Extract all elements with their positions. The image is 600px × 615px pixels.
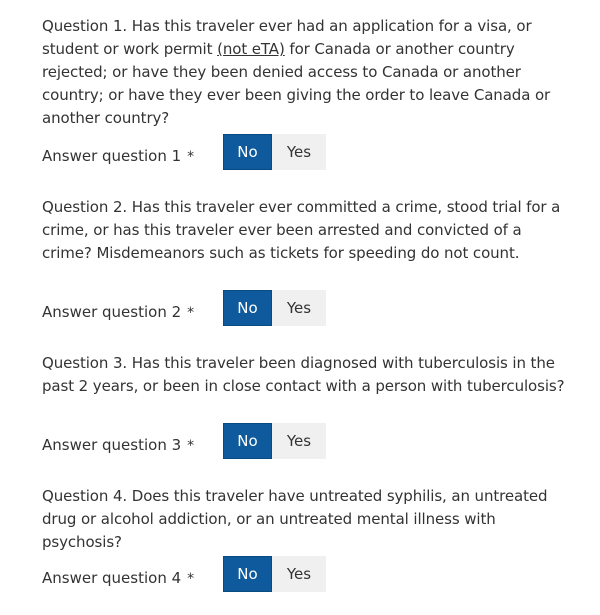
answer-toggle-1: [223, 134, 326, 170]
question-1-text-after: for Canada or another country rejected; or have they been denied access to Canada or another country; or have they ever been giving the order to leave Canada or another country?: [42, 40, 551, 127]
answer-label-4-text: Answer question 4: [42, 569, 182, 587]
answer-4-yes-button[interactable]: Yes: [272, 556, 326, 592]
answer-row-4: [42, 567, 342, 601]
answer-row-3: [42, 434, 342, 468]
answer-4-no-button[interactable]: No: [223, 556, 272, 592]
answer-3-yes-button[interactable]: Yes: [272, 423, 326, 459]
answer-label-1-text: Answer question 1: [42, 147, 182, 165]
not-eta-note: (not eTA): [217, 40, 285, 58]
answer-2-no-button[interactable]: No: [223, 290, 272, 326]
required-mark-2: *: [187, 305, 195, 321]
answer-label-4: [42, 567, 194, 591]
answer-row-1: [42, 145, 342, 179]
required-mark-1: *: [187, 149, 195, 165]
answer-1-no-button[interactable]: No: [223, 134, 272, 170]
answer-label-3-text: Answer question 3: [42, 436, 182, 454]
question-1-text-before: Question 1. Has this traveler ever had an application for a visa, or student or work permit: [42, 17, 532, 58]
answer-1-yes-button[interactable]: Yes: [272, 134, 326, 170]
answer-toggle-2: [223, 290, 326, 326]
question-3-text: Question 3. Has this traveler been diagnosed with tuberculosis in the past 2 years, or been in close contact with a person with tuberculosis?: [42, 354, 565, 395]
required-mark-3: *: [187, 438, 195, 454]
answer-row-2: [42, 301, 342, 335]
answer-label-2: [42, 301, 194, 325]
answer-label-3: [42, 434, 194, 458]
required-mark-4: *: [187, 571, 195, 587]
question-2-text: Question 2. Has this traveler ever committed a crime, stood trial for a crime, or has this traveler ever been arrested and convicted of a crime? Misdemeanors such as tickets for speeding do not count.: [42, 198, 561, 262]
answer-toggle-4: [223, 556, 326, 592]
answer-2-yes-button[interactable]: Yes: [272, 290, 326, 326]
answer-label-2-text: Answer question 2: [42, 303, 182, 321]
answer-toggle-3: [223, 423, 326, 459]
answer-label-1: [42, 145, 194, 169]
question-1-text: [42, 15, 572, 130]
question-4-text: Question 4. Does this traveler have untreated syphilis, an untreated drug or alcohol addiction, or an untreated mental illness with psychosis?: [42, 487, 548, 551]
answer-3-no-button[interactable]: No: [223, 423, 272, 459]
